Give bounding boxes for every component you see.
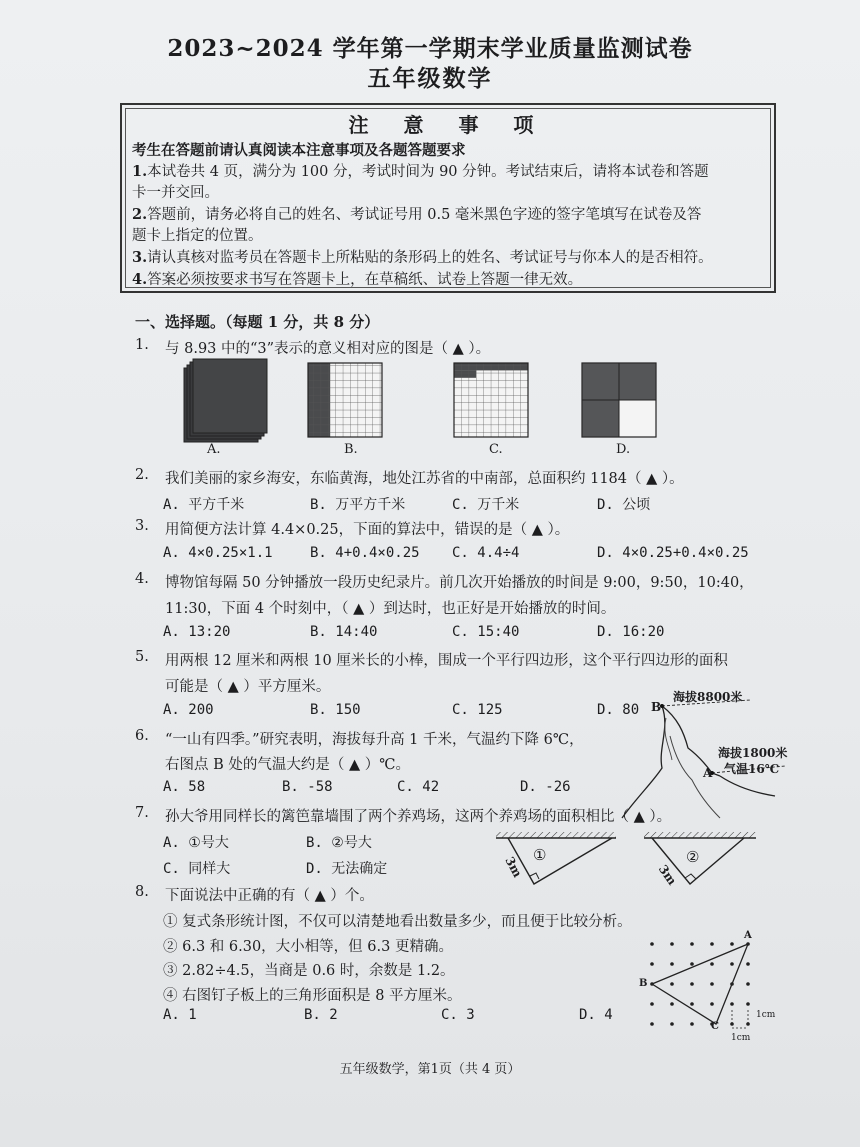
q3-option-c: C. 4.4÷4 — [452, 545, 520, 561]
q1-figure-d — [582, 363, 656, 437]
q1-label-b: B. — [344, 442, 358, 457]
q6-label-mid2: 气温16℃ — [724, 762, 780, 776]
q6-option-d: D. -26 — [520, 779, 571, 795]
q8-statement-3: ③ 2.82÷4.5，当商是 0.6 时，余数是 1.2。 — [163, 963, 455, 979]
q4-option-a: A. 13:20 — [163, 624, 231, 640]
q7-yard-2-label: ② — [686, 848, 700, 866]
q8-label-a: A — [744, 930, 752, 941]
q8-option-a: A. 1 — [163, 1007, 197, 1023]
q8-option-c: C. 3 — [441, 1007, 475, 1023]
q6-option-b: B. -58 — [282, 779, 333, 795]
q8-label-c: C — [711, 1021, 719, 1032]
q4-option-b: B. 14:40 — [310, 624, 378, 640]
q3-text: 用简便方法计算 4.4×0.25，下面的算法中，错误的是（ ▲ ）。 — [165, 522, 570, 538]
notice-item-2-num: 2. — [132, 206, 148, 223]
q3-option-b: B. 4+0.4×0.25 — [310, 545, 420, 561]
q6-option-a: A. 58 — [163, 779, 206, 795]
q4-text-line1: 博物馆每隔 50 分钟播放一段历史纪录片。前几次开始播放的时间是 9:00，9:50，10:40， — [165, 575, 754, 591]
q6-text-line1: “一山有四季。”研究表明，海拔每升高 1 千米，气温约下降 6℃， — [165, 732, 584, 748]
q5-text-line1: 用两根 12 厘米和两根 10 厘米长的小棒，围成一个平行四边形，这个平行四边形的面积 — [165, 653, 728, 669]
q8-nail-board-figure — [640, 930, 780, 1045]
q7-option-c: C. 同样大 — [163, 861, 231, 877]
notice-lead: 考生在答题前请认真阅读本注意事项及各题答题要求 — [132, 142, 466, 159]
q7-yard-1-label: ① — [533, 846, 547, 864]
q5-option-b: B. 150 — [310, 702, 361, 718]
q1-text: 与 8.93 中的“3”表示的意义相对应的图是（ ▲ ）。 — [165, 341, 491, 357]
notice-item-1-text: 本试卷共 4 页，满分为 100 分，考试时间为 90 分钟。考试结束后，请将本试卷和答题 — [147, 164, 709, 180]
notice-item-2-text: 答题前，请务必将自己的姓名、考试证号用 0.5 毫米黑色字迹的签字笔填写在试卷及答 — [147, 207, 702, 223]
q1-label-c: C. — [489, 442, 503, 457]
q8-unit-horizontal: 1cm — [731, 1033, 751, 1043]
notice-item-1-num: 1. — [132, 163, 148, 180]
q5-number: 5. — [135, 649, 149, 665]
q6-label-top: 海拔8800米 — [673, 690, 743, 704]
notice-item-2-cont: 题卡上指定的位置。 — [132, 228, 263, 244]
q6-option-c: C. 42 — [397, 779, 440, 795]
q7-option-b: B. ②号大 — [306, 835, 372, 851]
q1-figures — [180, 358, 670, 448]
q7-option-a: A. ①号大 — [163, 835, 229, 851]
q4-option-d: D. 16:20 — [597, 624, 665, 640]
notice-item-3-text: 请认真核对监考员在答题卡上所粘贴的条形码上的姓名、考试证号与你本人的是否相符。 — [147, 250, 713, 266]
q8-statement-2: ② 6.3 和 6.30，大小相等，但 6.3 更精确。 — [163, 939, 453, 955]
notice-title: 注 意 事 项 — [348, 113, 548, 137]
q1-label-a: A. — [207, 442, 221, 457]
exam-subject: 五年级数学 — [367, 65, 493, 92]
exam-title: 2023~2024 学年第一学期末学业质量监测试卷 — [167, 35, 693, 62]
notice-item-4 — [132, 268, 582, 289]
q2-number: 2. — [135, 467, 149, 483]
q1-figure-c — [454, 363, 528, 437]
q5-text-line2: 可能是（ ▲ ）平方厘米。 — [165, 679, 331, 695]
q5-option-d: D. 80 — [597, 702, 640, 718]
q7-number: 7. — [135, 805, 149, 821]
q1-label-d: D. — [616, 442, 631, 457]
q6-number: 6. — [135, 728, 149, 744]
notice-item-2 — [132, 203, 701, 224]
q7-text: 孙大爷用同样长的篱笆靠墙围了两个养鸡场，这两个养鸡场的面积相比（ ▲ ）。 — [165, 809, 672, 825]
q8-option-d: D. 4 — [579, 1007, 613, 1023]
q4-text-line2: 11:30，下面 4 个时刻中，（ ▲ ）到达时，也正好是开始播放的时间。 — [165, 601, 616, 617]
q8-text: 下面说法中正确的有（ ▲ ）个。 — [165, 888, 374, 904]
q6-text-line2: 右图点 B 处的气温大约是（ ▲ ）℃。 — [165, 757, 410, 773]
q3-option-a: A. 4×0.25×1.1 — [163, 545, 273, 561]
q1-figure-b — [308, 363, 382, 437]
notice-item-3 — [132, 246, 713, 267]
q8-unit-vertical: 1cm — [756, 1010, 776, 1020]
q6-label-mid1: 海拔1800米 — [718, 746, 788, 760]
q5-option-a: A. 200 — [163, 702, 214, 718]
notice-item-1 — [132, 160, 709, 181]
notice-item-3-num: 3. — [132, 249, 148, 266]
q2-option-c: C. 万千米 — [452, 497, 520, 513]
q7-yard-2-side: 3m — [655, 862, 680, 888]
q1-figure-a — [184, 359, 267, 442]
q8-label-b: B — [639, 978, 648, 989]
q2-option-b: B. 万平方千米 — [310, 497, 406, 513]
q3-option-d: D. 4×0.25+0.4×0.25 — [597, 545, 749, 561]
notice-item-1-cont: 卡一并交回。 — [132, 185, 219, 201]
q3-number: 3. — [135, 518, 149, 534]
q6-label-a: A — [703, 766, 713, 780]
notice-item-4-text: 答案必须按要求书写在答题卡上，在草稿纸、试卷上答题一律无效。 — [147, 272, 583, 288]
q5-option-c: C. 125 — [452, 702, 503, 718]
q1-number: 1. — [135, 337, 149, 353]
q4-option-c: C. 15:40 — [452, 624, 520, 640]
q8-number: 8. — [135, 884, 149, 900]
q7-yard-1-side: 3m — [502, 854, 525, 880]
section-title: 一、选择题。（每题 1 分，共 8 分） — [135, 313, 380, 331]
notice-box — [120, 103, 776, 293]
q7-option-d: D. 无法确定 — [306, 861, 388, 877]
notice-item-4-num: 4. — [132, 271, 148, 288]
q8-statement-1: ① 复式条形统计图，不仅可以清楚地看出数量多少，而且便于比较分析。 — [163, 914, 632, 930]
q8-option-b: B. 2 — [304, 1007, 338, 1023]
q2-option-a: A. 平方千米 — [163, 497, 245, 513]
q4-number: 4. — [135, 571, 149, 587]
q6-label-b: B — [651, 700, 662, 714]
q2-option-d: D. 公顷 — [597, 497, 651, 513]
q2-text: 我们美丽的家乡海安，东临黄海，地处江苏省的中南部，总面积约 1184（ ▲ ）。 — [165, 471, 684, 487]
q8-statement-4: ④ 右图钉子板上的三角形面积是 8 平方厘米。 — [163, 988, 462, 1004]
page-footer: 五年级数学，第1页（共 4 页） — [339, 1062, 521, 1077]
